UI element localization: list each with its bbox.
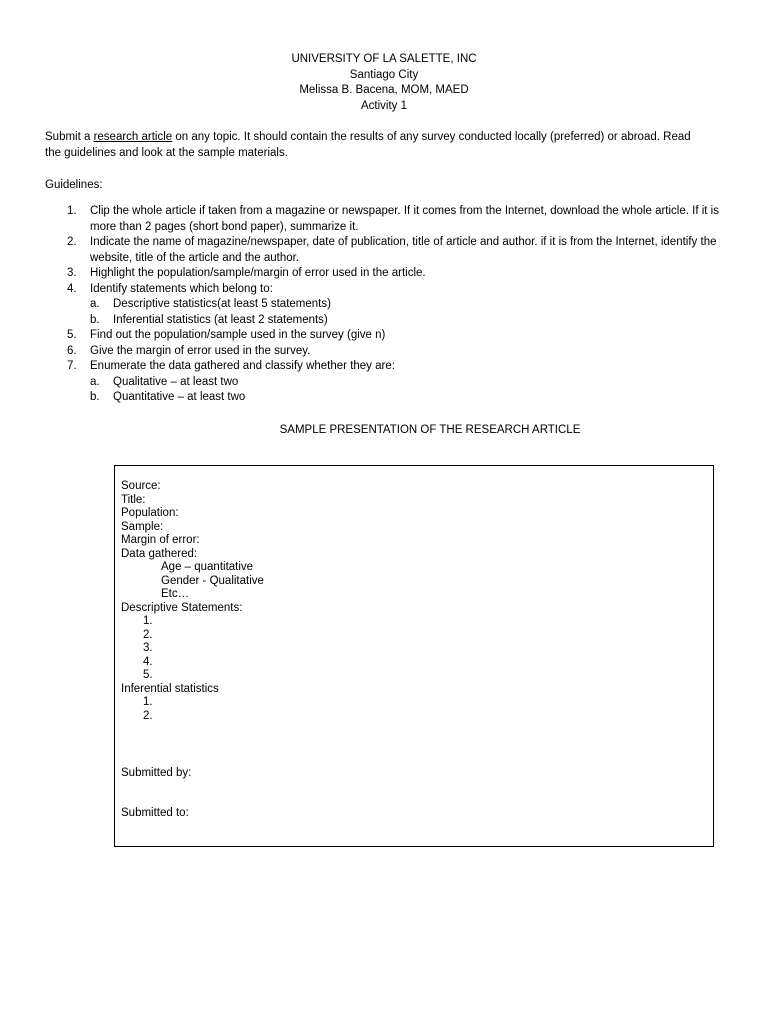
research-article-term: research article [93, 131, 173, 143]
guideline-sub-text: Inferential statistics (at least 2 statements) [113, 313, 328, 326]
descriptive-statements-label: Descriptive Statements: [121, 601, 243, 614]
descriptive-number: 5. [143, 669, 153, 681]
descriptive-number: 3. [143, 642, 153, 654]
guideline-sub-text: Qualitative – at least two [113, 375, 239, 388]
university-name: UNIVERSITY OF LA SALETTE, INC [291, 53, 477, 65]
guideline-number: 6. [67, 344, 77, 357]
guideline-subitem [45, 375, 725, 391]
inferential-statistics-label: Inferential statistics [121, 682, 219, 695]
guideline-text: Identify statements which belong to: [90, 282, 273, 295]
guideline-sub-text: Descriptive statistics(at least 5 statements) [113, 298, 331, 310]
activity-title: Activity 1 [360, 99, 407, 112]
guideline-item [45, 328, 725, 344]
sample-presentation-title: SAMPLE PRESENTATION OF THE RESEARCH ARTICLE [279, 424, 581, 436]
data-item: Age – quantitative [161, 561, 254, 573]
guideline-number: 4. [67, 282, 77, 295]
guideline-text: Enumerate the data gathered and classify whether they are: [90, 360, 395, 372]
data-gathered-label: Data gathered: [121, 547, 198, 560]
data-item: Etc… [161, 588, 190, 600]
guideline-item [45, 344, 725, 360]
guideline-sub-letter: a. [90, 298, 100, 310]
guideline-text: Find out the population/sample used in the survey (give n) [90, 329, 386, 341]
guideline-item [45, 282, 725, 298]
guideline-text: Indicate the name of magazine/newspaper, date of publication, title of article and author. if it is from the Internet, identify the website, title of the article and the author. [90, 236, 717, 264]
instructor-name: Melissa B. Bacena, MOM, MAED [299, 84, 469, 96]
inferential-number: 1. [143, 696, 153, 708]
inferential-number: 2. [143, 709, 153, 722]
descriptive-number: 1. [143, 615, 153, 627]
intro-prefix: Submit a [45, 131, 94, 143]
intro-paragraph [45, 130, 705, 161]
descriptive-number: 4. [143, 655, 153, 668]
guideline-number: 2. [67, 236, 77, 248]
source-label: Source: [121, 480, 161, 492]
title-label: Title: [121, 493, 146, 506]
guideline-sub-letter: b. [90, 391, 100, 403]
guideline-subitem [45, 297, 725, 313]
guideline-item [45, 266, 725, 282]
guidelines-heading: Guidelines: [45, 179, 103, 191]
margin-of-error-label: Margin of error: [121, 534, 200, 546]
guideline-sub-letter: a. [90, 375, 100, 388]
guideline-number: 3. [67, 267, 77, 279]
guideline-sub-letter: b. [90, 313, 100, 326]
guideline-subitem [45, 313, 725, 329]
guidelines-list [45, 204, 725, 406]
guideline-text: Highlight the population/sample/margin of error used in the article. [90, 267, 426, 279]
guideline-item [45, 235, 725, 266]
sample-label: Sample: [121, 520, 164, 533]
population-label: Population: [121, 507, 179, 519]
guideline-text: Give the margin of error used in the survey. [90, 344, 311, 357]
sample-fields [121, 480, 264, 723]
descriptive-number: 2. [143, 628, 153, 641]
guideline-number: 7. [67, 360, 77, 372]
guideline-number: 1. [67, 205, 77, 217]
guideline-text: Clip the whole article if taken from a magazine or newspaper. If it comes from the Internet, download the whole article. If it is more than 2 pages (short bond paper), summarize it. [90, 205, 719, 233]
city: Santiago City [349, 68, 419, 81]
submitted-by-label: Submitted by: [121, 767, 192, 779]
guideline-item [45, 359, 725, 375]
document-header [0, 52, 768, 114]
guideline-number: 5. [67, 329, 77, 341]
guideline-subitem [45, 390, 725, 406]
data-item: Gender - Qualitative [161, 574, 264, 587]
guideline-item [45, 204, 725, 235]
guideline-sub-text: Quantitative – at least two [113, 391, 246, 403]
submitted-to-label: Submitted to: [121, 807, 189, 819]
sample-presentation-box [114, 465, 714, 847]
intro-rest: on any topic. It should contain the results of any survey conducted locally (preferred) or abroad. Read the guidelines and look at the sample materials. [45, 131, 691, 159]
